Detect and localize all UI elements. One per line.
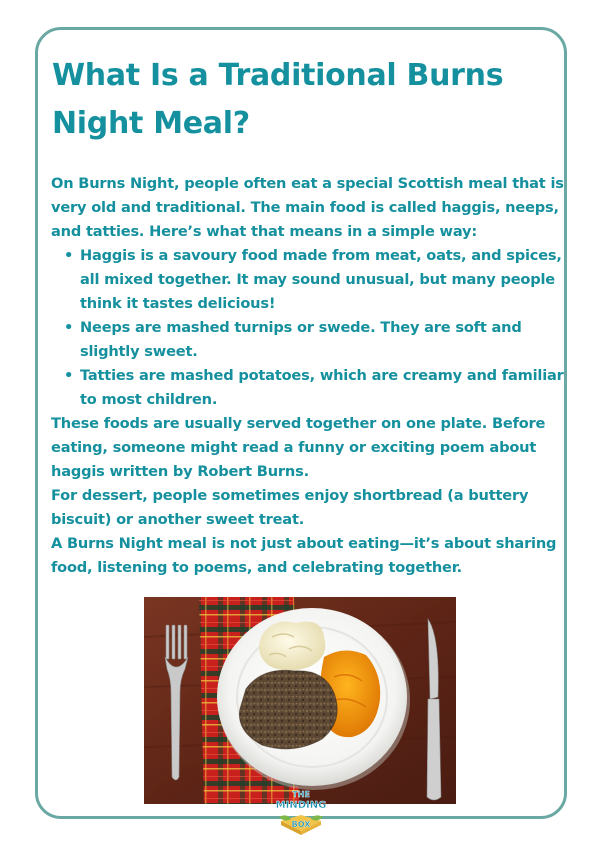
- haggis-meal-photo: [144, 597, 456, 804]
- minding-box-logo: [271, 787, 331, 837]
- food-list: [51, 244, 566, 412]
- list-item-neeps: • Neeps are mashed turnips or swede. They are soft and slightly sweet.: [80, 316, 566, 364]
- article-body: [51, 172, 566, 580]
- svg-text:BOX: BOX: [291, 820, 311, 829]
- bullet-icon: •: [64, 247, 74, 264]
- bullet-icon: •: [64, 319, 74, 336]
- closing-paragraph: A Burns Night meal is not just about eating—it’s about sharing food, listening to poems, and celebrating together.: [51, 535, 557, 576]
- serving-paragraph: These foods are usually served together on one plate. Before eating, someone might read a funny or exciting poem about haggis written by Robert Burns.: [51, 415, 546, 480]
- svg-text:MINDING: MINDING: [275, 800, 327, 811]
- page-title: What Is a Traditional Burns Night Meal?: [52, 58, 504, 141]
- bullet-icon: •: [64, 367, 74, 384]
- dessert-paragraph: For dessert, people sometimes enjoy shortbread (a buttery biscuit) or another sweet treat.: [51, 487, 529, 528]
- list-item-tatties: • Tatties are mashed potatoes, which are creamy and familiar to most children.: [80, 364, 566, 412]
- svg-text:THE: THE: [292, 790, 310, 799]
- list-item-haggis: • Haggis is a savoury food made from meat, oats, and spices, all mixed together. It may sound unusual, but many people think it tastes delicious!: [80, 244, 566, 316]
- intro-paragraph: On Burns Night, people often eat a special Scottish meal that is very old and traditional. The main food is called haggis, neeps, and tatties. Here’s what that means in a simple way:: [51, 175, 564, 240]
